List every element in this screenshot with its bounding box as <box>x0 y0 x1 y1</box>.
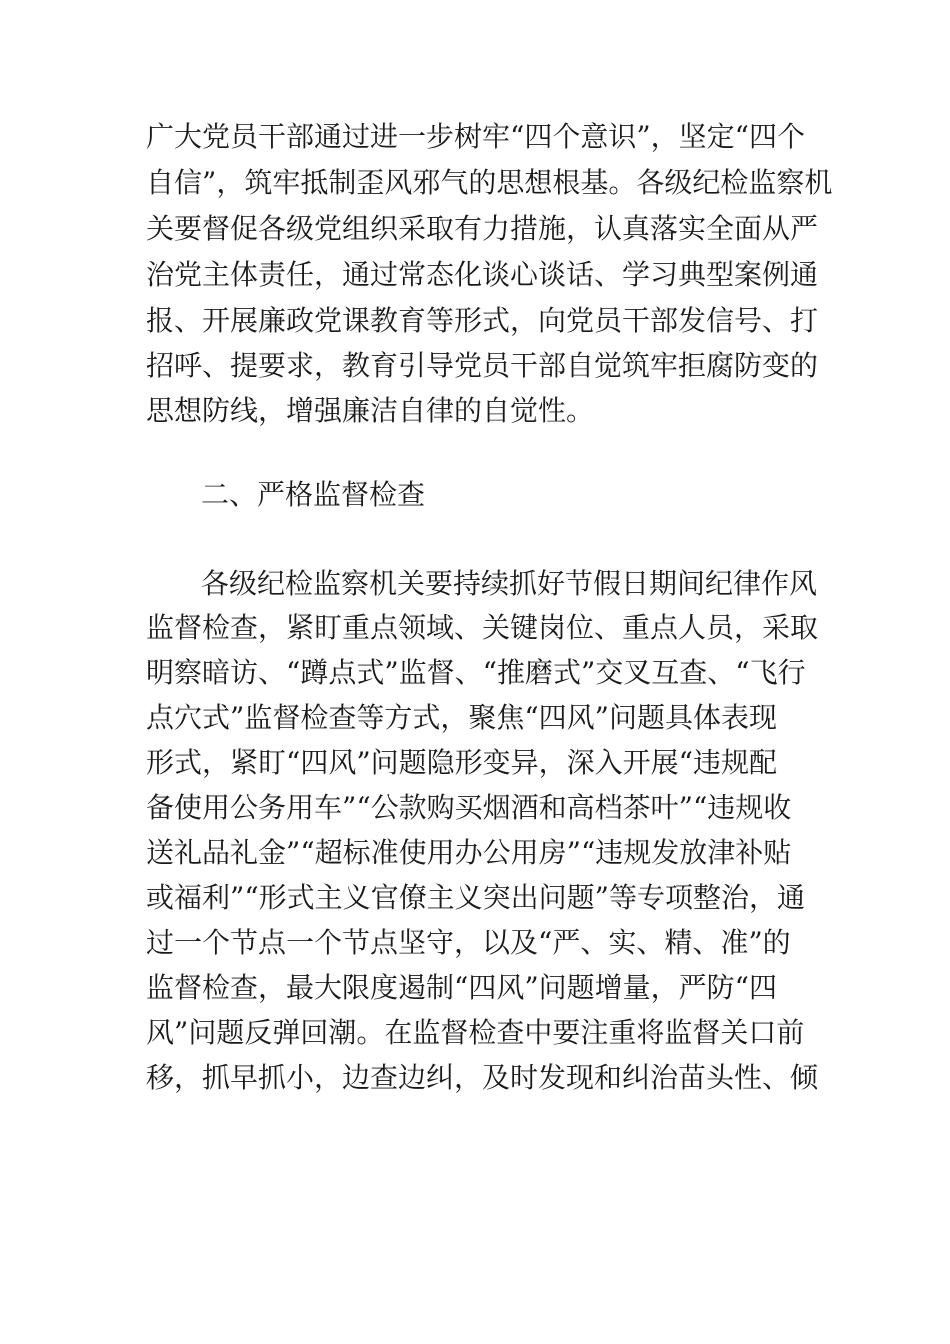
paragraph-2-line-6: 备使用公务用车”“公款购买烟酒和高档茶叶”“违规收 <box>146 791 792 824</box>
paragraph-2-line-4: 点穴式”监督检查等方式，聚焦“四风”问题具体表现 <box>146 701 777 734</box>
paragraph-2-line-5: 形式，紧盯“四风”问题隐形变异，深入开展“违规配 <box>146 746 777 779</box>
paragraph-1-line-3: 关要督促各级党组织采取有力措施，认真落实全面从严 <box>146 212 819 245</box>
paragraph-2-line-2: 监督检查，紧盯重点领域、关键岗位、重点人员，采取 <box>146 611 819 644</box>
paragraph-1-line-4: 治党主体责任，通过常态化谈心谈话、学习典型案例通 <box>146 258 819 291</box>
paragraph-2-line-12: 移，抓早抓小，边查边纠，及时发现和纠治苗头性、倾 <box>146 1061 819 1094</box>
paragraph-2-line-3: 明察暗访、“蹲点式”监督、“推磨式”交叉互查、“飞行 <box>146 656 806 689</box>
paragraph-2-line-10: 监督检查，最大限度遏制“四风”问题增量，严防“四 <box>146 971 777 1004</box>
paragraph-2-line-8: 或福利”“形式主义官僚主义突出问题”等专项整治，通 <box>146 881 805 914</box>
paragraph-2-line-7: 送礼品礼金”“超标准使用办公用房”“违规发放津补贴 <box>146 836 792 869</box>
paragraph-1-line-1: 广大党员干部通过进一步树牢“四个意识”，坚定“四个 <box>146 120 805 153</box>
section-heading: 二、严格监督检查 <box>201 478 426 511</box>
paragraph-1-line-6: 招呼、提要求，教育引导党员干部自觉筑牢拒腐防变的 <box>146 349 819 382</box>
paragraph-1-line-7: 思想防线，增强廉洁自律的自觉性。 <box>146 394 595 427</box>
paragraph-1-line-5: 报、开展廉政党课教育等形式，向党员干部发信号、打 <box>146 304 819 337</box>
paragraph-1-line-2: 自信”，筑牢抵制歪风邪气的思想根基。各级纪检监察机 <box>146 166 833 199</box>
paragraph-2-line-9: 过一个节点一个节点坚守，以及“严、实、精、准”的 <box>146 926 791 959</box>
paragraph-2-line-11: 风”问题反弹回潮。在监督检查中要注重将监督关口前 <box>146 1016 805 1049</box>
paragraph-2-line-1: 各级纪检监察机关要持续抓好节假日期间纪律作风 <box>201 567 818 600</box>
